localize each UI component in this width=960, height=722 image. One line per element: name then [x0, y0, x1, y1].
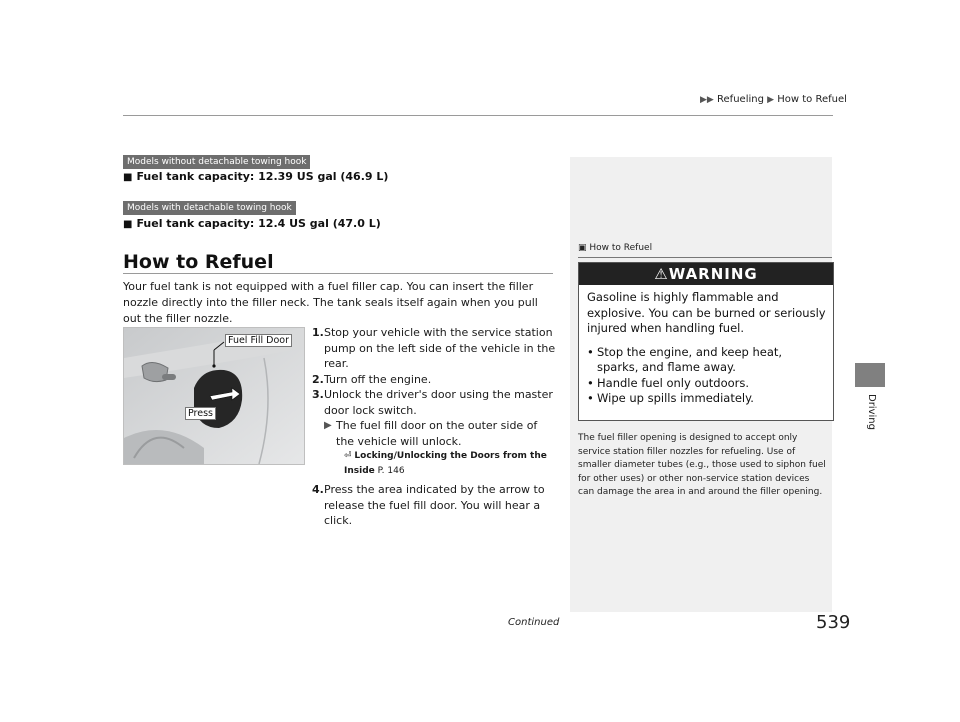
double-arrow-icon: ▶▶ [700, 95, 714, 105]
warning-bullets [587, 345, 827, 407]
model-tag-without-hook: Models without detachable towing hook [123, 155, 310, 169]
step-number: 4. [312, 483, 324, 496]
step-3-result [324, 418, 556, 449]
step-4 [312, 482, 556, 529]
breadcrumb [700, 94, 847, 105]
step-number: 3. [312, 388, 324, 401]
step-text: Stop your vehicle with the service station pump on the left side of the vehicle in the rear. [324, 326, 556, 370]
notes-divider [578, 257, 832, 258]
reference-page[interactable]: P. 146 [377, 466, 405, 476]
header-divider [123, 115, 833, 116]
warning-body [587, 290, 827, 407]
label-press: Press [185, 407, 216, 420]
warning-text: Gasoline is highly flammable and explosive. You can be burned or seriously injured when handling fuel. [587, 290, 826, 335]
model-tag-with-hook: Models with detachable towing hook [123, 201, 296, 215]
step-number: 2. [312, 372, 324, 386]
warning-bullet-text: Stop the engine, and keep heat, sparks, and flame away. [597, 344, 783, 374]
page-number: 539 [816, 612, 851, 633]
square-bullet-icon: ■ [123, 219, 133, 230]
car-body-drawing [124, 328, 304, 464]
section-title: How to Refuel [123, 251, 274, 273]
notes-paragraph: The fuel filler opening is designed to accept only service station filler nozzles for refueling. Use of smaller diameter tubes (e.g., those used to siphon fuel for other uses) or other non-service station devices can damage the area in and around the filler opening. [578, 433, 826, 497]
cross-reference-link[interactable] [344, 449, 556, 479]
arrow-icon: ▶ [767, 95, 775, 105]
breadcrumb-item-refueling[interactable]: Refueling [717, 94, 764, 105]
breadcrumb-item-how-to-refuel[interactable]: How to Refuel [777, 94, 847, 105]
note-marker-icon: ▣ [578, 243, 587, 253]
step-3 [312, 387, 556, 418]
reference-icon: ⏎ [344, 451, 352, 461]
continued-label: Continued [508, 617, 560, 628]
notes-title [578, 243, 652, 253]
step-number: 1. [312, 326, 324, 339]
warning-bullet-text: Handle fuel only outdoors. [597, 375, 750, 390]
capacity-with-hook [123, 217, 381, 230]
square-bullet-icon: ■ [123, 172, 133, 183]
warning-label: WARNING [668, 265, 758, 283]
step-1 [312, 325, 556, 372]
step-text: Press the area indicated by the arrow to release the fuel fill door. You will hear a click. [324, 483, 545, 527]
warning-bullet: • Handle fuel only outdoors. [587, 375, 750, 390]
step-text: Turn off the engine. [324, 372, 432, 386]
warning-triangle-icon: ⚠ [654, 265, 669, 283]
notes-title-text: How to Refuel [589, 243, 653, 253]
intro-paragraph: Your fuel tank is not equipped with a fuel filler cap. You can insert the filler nozzle directly into the filler neck. The tank seals itself again when you pull out the filler nozzle. [123, 280, 538, 325]
warning-bullet: • Stop the engine, and keep heat, sparks, and flame away. [587, 345, 827, 376]
label-fuel-fill-door: Fuel Fill Door [225, 334, 292, 347]
section-divider [123, 273, 553, 274]
warning-header [579, 263, 833, 285]
capacity-without-hook [123, 170, 388, 183]
chapter-tab-marker[interactable] [855, 363, 885, 387]
warning-bullet: • Wipe up spills immediately. [587, 391, 754, 405]
steps-list [312, 325, 556, 529]
step-text: Unlock the driver's door using the master door lock switch. [324, 388, 553, 417]
capacity-text: Fuel tank capacity: 12.4 US gal (47.0 L) [136, 217, 381, 230]
step-3-result-text: The fuel fill door on the outer side of the vehicle will unlock. [336, 419, 538, 448]
chapter-tab-label: Driving [866, 394, 877, 430]
warning-box [578, 262, 834, 421]
capacity-text: Fuel tank capacity: 12.39 US gal (46.9 L) [136, 170, 389, 183]
result-arrow-icon: ▶ [324, 420, 332, 431]
warning-bullet-text: Wipe up spills immediately. [597, 391, 754, 405]
fuel-door-illustration [123, 327, 305, 465]
reference-title[interactable]: Locking/Unlocking the Doors from the Inside [344, 451, 547, 476]
step-2 [312, 372, 556, 388]
